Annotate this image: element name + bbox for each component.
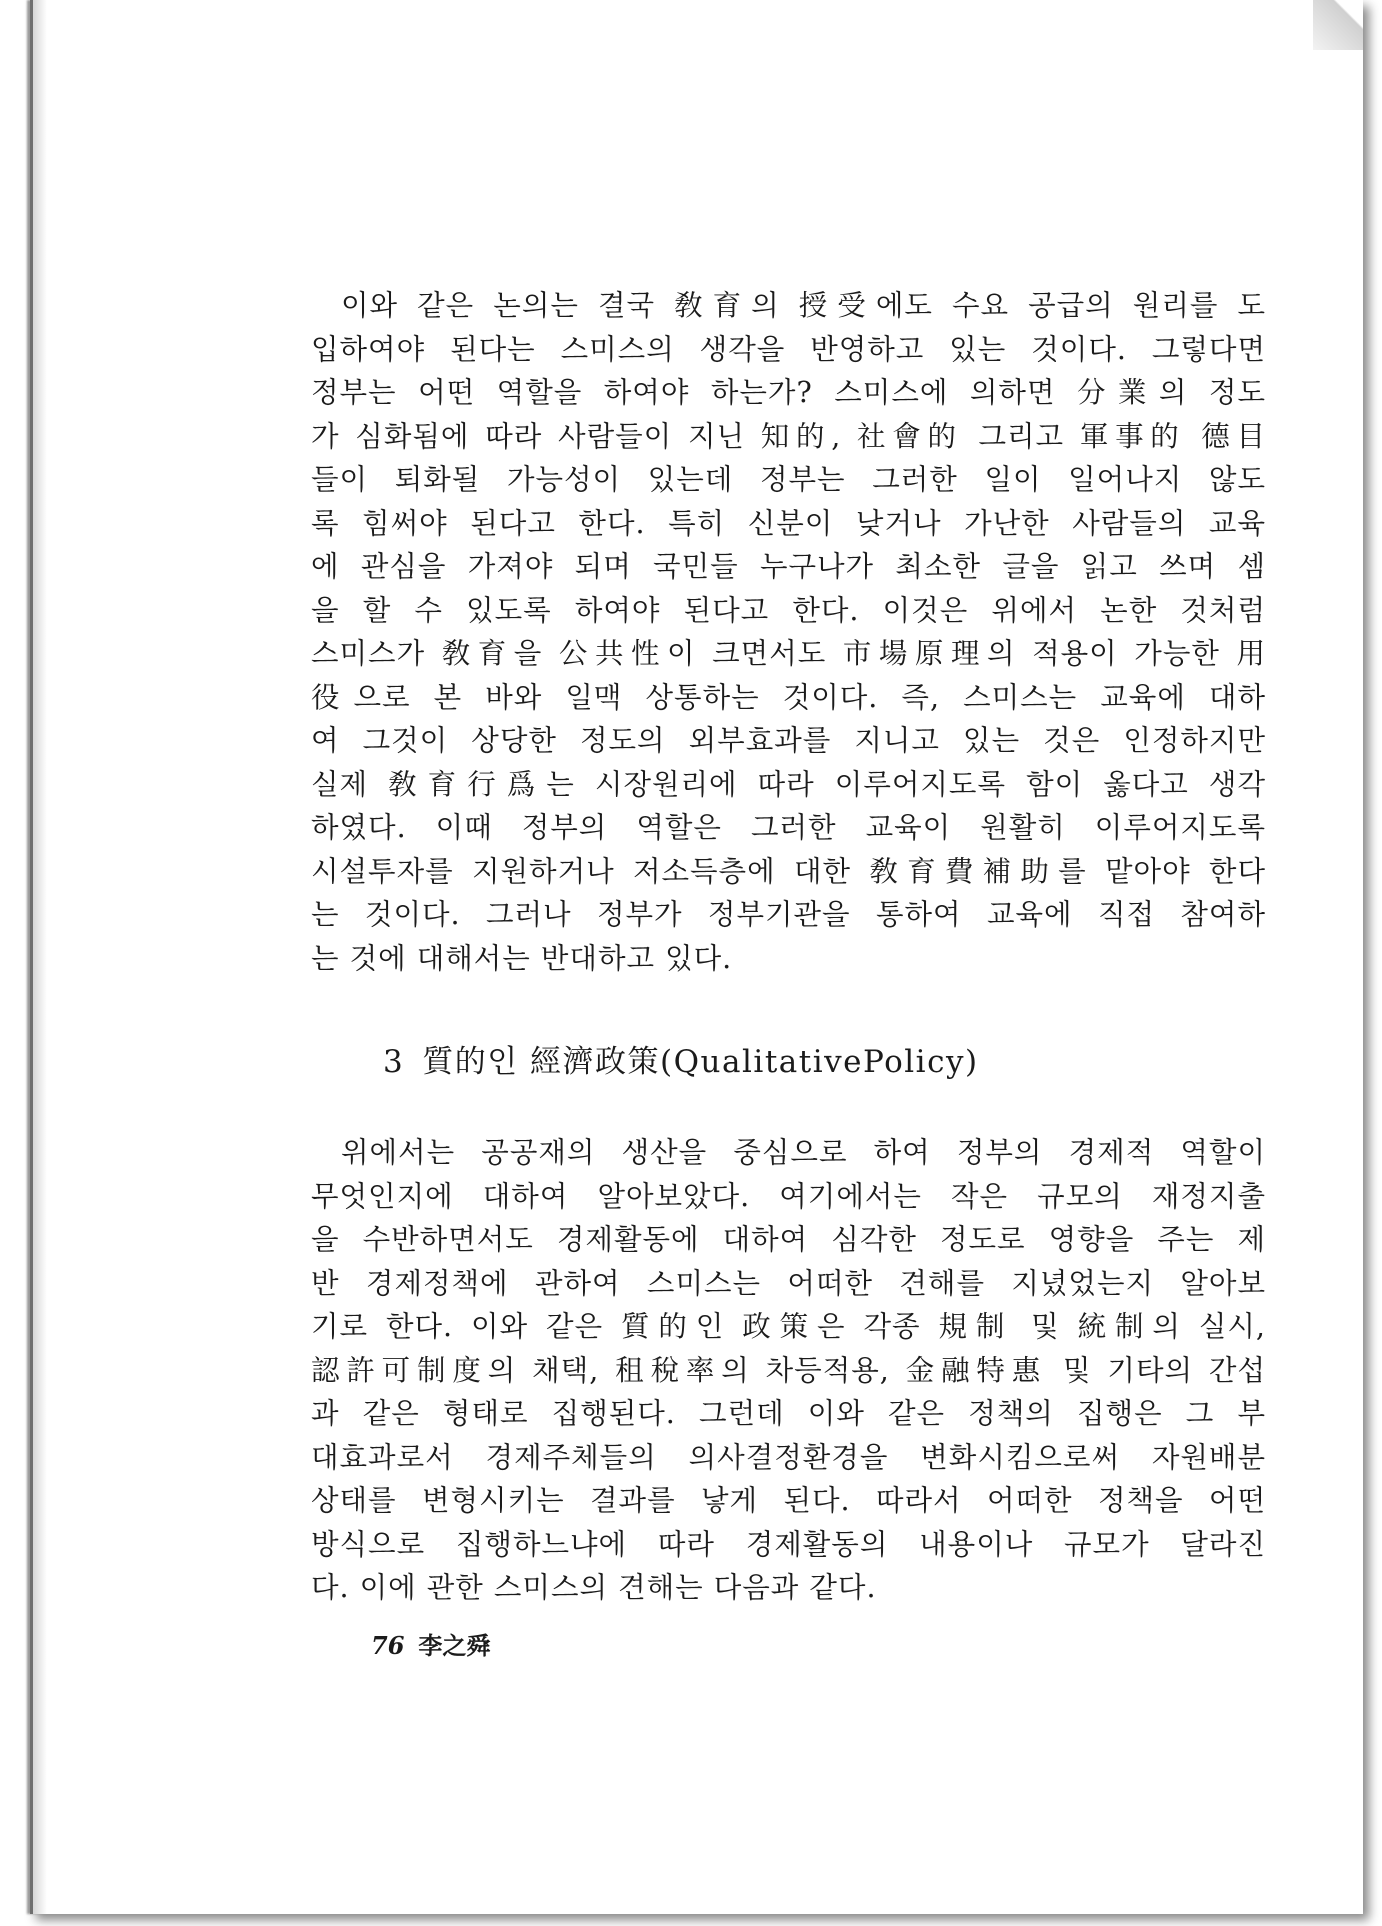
text-line: 하였다. 이때 정부의 역할은 그러한 교육이 원활히 이루어지도록 [311,811,1266,844]
page-curl [1313,0,1363,50]
book-page [30,0,1363,1914]
text-line: 이와 같은 논의는 결국 敎育의 授受에도 수요 공급의 원리를 도 [341,289,1266,322]
text-line: 정부는 어떤 역할을 하여야 하는가? 스미스에 의하면 分業의 정도 [311,376,1266,409]
text-line: 실제 敎育行爲는 시장원리에 따라 이루어지도록 함이 옳다고 생각 [311,767,1266,801]
text-line: 들이 퇴화될 가능성이 있는데 정부는 그러한 일이 일어나지 않도 [311,463,1266,496]
text-line: 무엇인지에 대하여 알아보았다. 여기에서는 작은 규모의 재정지출 [311,1179,1266,1213]
text-line: 다. 이에 관한 스미스의 견해는 다음과 같다. [311,1571,877,1604]
section-number: 3 [383,1044,405,1080]
text-line: 스미스가 敎育을 公共性이 크면서도 市場原理의 적용이 가능한 用 [311,637,1266,670]
text-line: 위에서는 공공재의 생산을 중심으로 하여 정부의 경제적 역할이 [341,1136,1266,1169]
text-line: 認許可制度의 채택, 租稅率의 차등적용, 金融特惠 및 기타의 간섭 [311,1353,1266,1387]
text-line: 방식으로 집행하느냐에 따라 경제활동의 내용이나 규모가 달라진 [311,1527,1266,1561]
text-line: 기로 한다. 이와 같은 質的인 政策은 각종 規制 및 統制의 실시, [311,1310,1266,1343]
text-line: 가 심화됨에 따라 사람들이 지닌 知的, 社會的 그리고 軍事的 德目 [311,419,1266,453]
paragraph-education [311,284,1266,980]
text-line: 록 힘써야 된다고 한다. 특히 신분이 낮거나 가난한 사람들의 교육 [311,506,1266,540]
author-name: 李之舜 [418,1631,491,1660]
text-line: 는 것이다. 그러나 정부가 정부기관을 통하여 교육에 직접 참여하 [311,898,1266,931]
text-line: 반 경제정책에 관하여 스미스는 어떠한 견해를 지녔었는지 알아보 [311,1266,1266,1300]
text-line: 과 같은 형태로 집행된다. 그런데 이와 같은 정책의 집행은 그 부 [311,1397,1266,1430]
text-line: 을 수반하면서도 경제활동에 대하여 심각한 정도로 영향을 주는 제 [311,1223,1266,1256]
text-line: 에 관심을 가져야 되며 국민들 누구나가 최소한 글을 읽고 쓰며 셈 [311,550,1266,583]
section-title: 質的인 經濟政策(QualitativePolicy) [422,1044,979,1080]
paragraph-qualitative-policy [311,1131,1266,1610]
text-line: 시설투자를 지원하거나 저소득층에 대한 敎育費補助를 맡아야 한다 [311,854,1266,888]
text-line: 여 그것이 상당한 정도의 외부효과를 지니고 있는 것은 인정하지만 [311,724,1266,757]
text-line: 役으로 본 바와 일맥 상통하는 것이다. 즉, 스미스는 교육에 대하 [311,680,1266,714]
text-line: 는 것에 대해서는 반대하고 있다. [311,941,733,975]
section-heading [383,1036,979,1081]
text-line: 상태를 변형시키는 결과를 낳게 된다. 따라서 어떠한 정책을 어떤 [311,1484,1266,1517]
page-footer [371,1626,490,1661]
text-line: 대효과로서 경제주체들의 의사결정환경을 변화시킴으로써 자원배분 [311,1440,1266,1474]
page-number: 76 [371,1631,405,1660]
text-line: 입하여야 된다는 스미스의 생각을 반영하고 있는 것이다. 그렇다면 [311,332,1266,366]
text-line: 을 할 수 있도록 하여야 된다고 한다. 이것은 위에서 논한 것처럼 [311,593,1266,627]
